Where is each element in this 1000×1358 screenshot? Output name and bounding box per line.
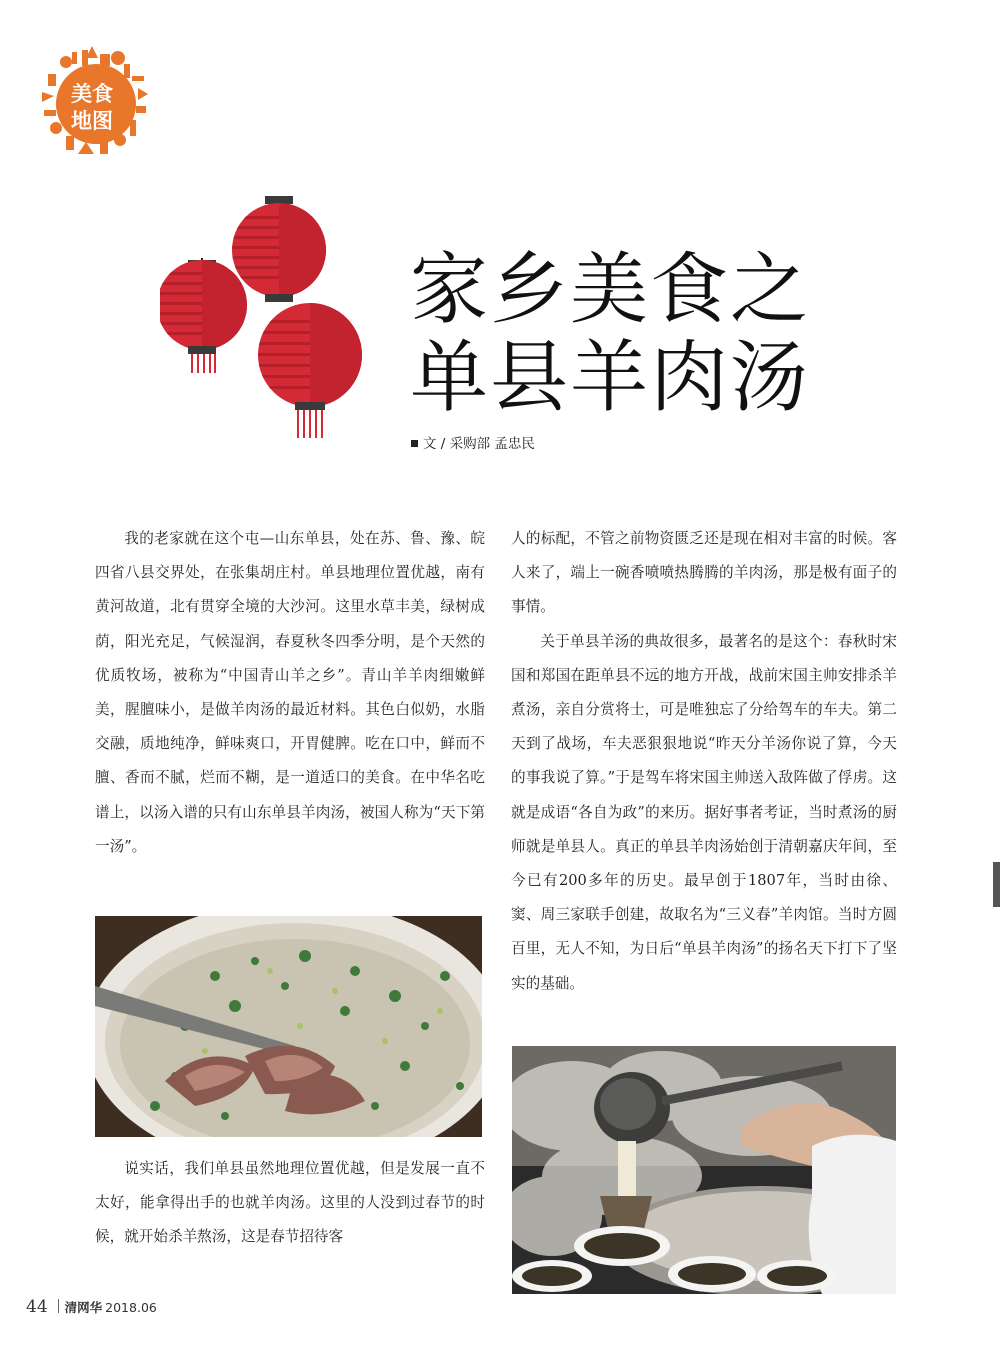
issue-date: 2018.06 [105, 1300, 157, 1315]
article-title-line2: 单县羊肉汤 [410, 333, 811, 423]
lantern-top [230, 196, 330, 302]
paragraph-1: 我的老家就在这个屯—山东单县，处在苏、鲁、豫、皖四省八县交界处，在张集胡庄村。单县地理位置优越，南有黄河故道，北有贯穿全境的大沙河。这里水草丰美，绿树成荫，阳光充足，气候湿润，春夏秋冬四季分明，是个天然的优质牧场，被称为“中国青山羊之乡”。青山羊羊肉细嫩鲜美，腥膻味小，是做羊肉汤的最近材料。其色白似奶，水脂交融，质地纯净，鲜味爽口，开胃健脾。吃在口中，鲜而不膻、香而不腻，烂而不糊，是一道适口的美食。在中华名吃谱上，以汤入谱的只有山东单县羊肉汤，被国人称为“天下第一汤”。 [95, 530, 485, 855]
article-column-right [511, 522, 897, 1001]
article-column-left-bottom [95, 1152, 485, 1255]
paragraph-2-continued: 人的标配，不管之前物资匮乏还是现在相对丰富的时候。客人来了，端上一碗香喷喷热腾腾的羊肉汤，那是极有面子的事情。 [511, 530, 897, 616]
article-title [410, 246, 810, 422]
red-lanterns-illustration [160, 180, 380, 445]
section-badge-line2: 地图 [71, 108, 113, 133]
byline-bullet-icon [411, 440, 418, 447]
page-number: 44 [26, 1297, 48, 1317]
section-badge-label [62, 80, 122, 134]
article-title-line1: 家乡美食之 [410, 245, 811, 335]
magazine-name: 清网华 [64, 1300, 103, 1315]
footer-divider [58, 1299, 59, 1313]
page-footer [26, 1297, 157, 1317]
paragraph-2: 说实话，我们单县虽然地理位置优越，但是发展一直不太好，能拿得出手的也就羊肉汤。这里的人没到过春节的时候，就开始杀羊熬汤，这是春节招待客 [95, 1160, 485, 1246]
mutton-soup-bowl-photo [95, 916, 482, 1137]
paragraph-3: 关于单县羊汤的典故很多，最著名的是这个：春秋时宋国和郑国在距单县不远的地方开战，战前宋国主帅安排杀羊煮汤，亲自分赏将士，可是唯独忘了分给驾车的车夫。第二天到了战场，车夫恶狠狠地说“昨天分羊汤你说了算，今天的事我说了算。”于是驾车将宋国主帅送入敌阵做了俘虏。这就是成语“各自为政”的来历。据好事者考证，当时煮汤的厨师就是单县人。真正的单县羊肉汤始创于清朝嘉庆年间，至今已有200多年的历史。最早创于1807年，当时由徐、窦、周三家联手创建，故取名为“三义春”羊肉馆。当时方圆百里，无人不知，为日后“单县羊肉汤”的扬名天下打下了坚实的基础。 [511, 632, 897, 992]
page-edge-tab [993, 862, 1000, 907]
lantern-right [255, 300, 365, 438]
section-badge-line1: 美食 [71, 81, 113, 106]
article-column-left-top [95, 522, 485, 864]
ladle-pouring-soup-photo [512, 1046, 896, 1294]
byline [411, 432, 535, 452]
byline-text: 文 / 采购部 孟忠民 [423, 436, 535, 452]
